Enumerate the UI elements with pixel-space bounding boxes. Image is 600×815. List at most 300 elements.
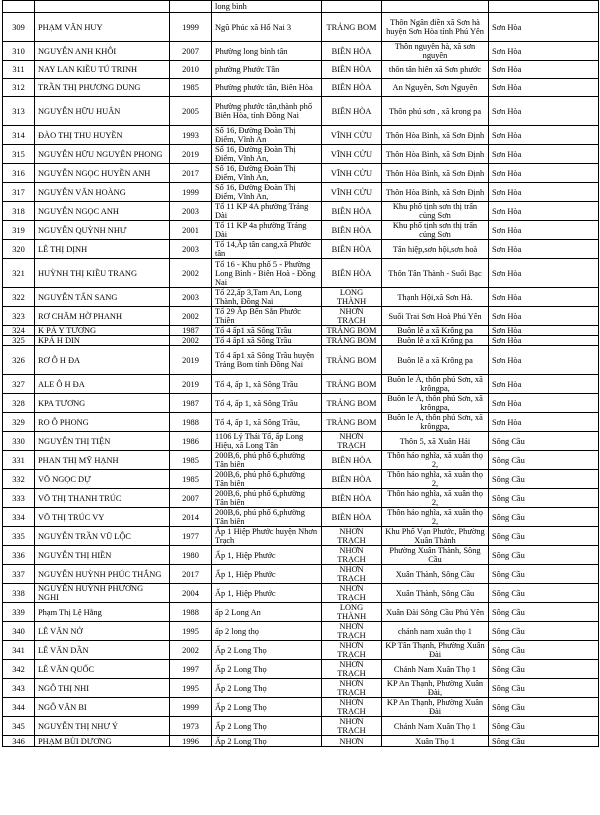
home-address-cell: KP An Thạnh, Phường Xuân Đài, <box>382 679 489 698</box>
table-row <box>3 375 599 394</box>
person-name-cell: NGUYỄN HỮU NGUYÊN PHONG <box>35 145 170 164</box>
person-name-cell: LÊ VĂN NỞ <box>35 622 170 641</box>
district-cell: NHƠN TRẠCH <box>322 527 382 546</box>
current-address-cell: Ấp 2 Long Thọ <box>212 641 322 660</box>
birth-year-cell: 2002 <box>170 641 212 660</box>
home-district-cell: Sông Cầu <box>489 489 599 508</box>
birth-year-cell: 1980 <box>170 546 212 565</box>
birth-year-cell: 1993 <box>170 126 212 145</box>
home-district-cell: Sông Cầu <box>489 698 599 717</box>
person-name-cell: NGUYỄN TRẦN VŨ LỘC <box>35 527 170 546</box>
row-number-cell: 336 <box>3 546 35 565</box>
table-row <box>3 508 599 527</box>
person-name-cell: NGUYỄN HUỲNH PHÚC THẮNG <box>35 565 170 584</box>
district-cell: TRẢNG BOM <box>322 346 382 375</box>
person-name-cell: PHẠM BÙI DƯƠNG <box>35 736 170 747</box>
home-address-cell: Khu phố tịnh sơn thị trấn củng Sơn <box>382 202 489 221</box>
row-number-cell: 337 <box>3 565 35 584</box>
district-cell: NHƠN TRẠCH <box>322 717 382 736</box>
home-district-cell: Sông Cầu <box>489 527 599 546</box>
birth-year-cell: 2019 <box>170 145 212 164</box>
person-name-cell: NGUYỄN QUỲNH NHƯ <box>35 221 170 240</box>
table-row <box>3 183 599 202</box>
table-row <box>3 42 599 61</box>
row-number-cell: 340 <box>3 622 35 641</box>
current-address-cell: Phường phước tân, Biên Hòa <box>212 79 322 97</box>
table-row <box>3 413 599 432</box>
person-name-cell: NGUYỄN THỊ NHƯ Ý <box>35 717 170 736</box>
person-name-cell: KPẢ H DIN <box>35 336 170 346</box>
current-address-cell: Tổ 4 ấp1 xã Sông Trầu <box>212 326 322 336</box>
person-name-cell: VÕ NGỌC DỰ <box>35 470 170 489</box>
person-name-cell: PHẠM VĂN HUY <box>35 13 170 42</box>
birth-year-cell: 2001 <box>170 221 212 240</box>
district-cell: NHƠN <box>322 736 382 747</box>
current-address-cell: Số 16, Đường Đoàn Thị Điểm, Vĩnh An, <box>212 183 322 202</box>
table-row <box>3 736 599 747</box>
home-district-cell: Sơn Hòa <box>489 97 599 126</box>
home-address-cell: Thôn phú sơn , xã krong pa <box>382 97 489 126</box>
home-district-cell: Sơn Hòa <box>489 13 599 42</box>
home-district-cell: Sơn Hòa <box>489 307 599 326</box>
district-cell: BIÊN HÒA <box>322 202 382 221</box>
home-address-cell: thôn tân hiên xã Sơn phước <box>382 61 489 79</box>
district-cell: BIÊN HÒA <box>322 240 382 259</box>
home-district-cell: Sông Cầu <box>489 470 599 489</box>
birth-year-cell: 2002 <box>170 307 212 326</box>
birth-year-cell: 2003 <box>170 202 212 221</box>
birth-year-cell: 2019 <box>170 346 212 375</box>
home-address-cell: Thôn Hòa Bình, xã Sơn Định <box>382 183 489 202</box>
birth-year-cell: 2007 <box>170 489 212 508</box>
table-row <box>3 259 599 288</box>
district-cell: BIÊN HÒA <box>322 79 382 97</box>
table-row <box>3 451 599 470</box>
birth-year-cell: 2017 <box>170 164 212 183</box>
person-name-cell: ĐÀO THỊ THU HUYỀN <box>35 126 170 145</box>
current-address-cell: Ấp 1, Hiệp Phước <box>212 546 322 565</box>
current-address-cell: Ngũ Phúc xã Hố Nai 3 <box>212 13 322 42</box>
person-name-cell: NGÔ VĂN BI <box>35 698 170 717</box>
person-name-cell: VÕ THỊ TRÚC VY <box>35 508 170 527</box>
current-address-cell: 200B,6, phú phố 6,phường Tân biên <box>212 451 322 470</box>
home-district-cell: Sơn Hòa <box>489 126 599 145</box>
home-address-cell: Thôn Hòa Bình, xã Sơn Định <box>382 145 489 164</box>
district-cell: BIÊN HÒA <box>322 508 382 527</box>
table-row <box>3 432 599 451</box>
birth-year-cell: 2003 <box>170 240 212 259</box>
table-row <box>3 221 599 240</box>
current-address-cell: Ấp 1, Hiệp Phước <box>212 565 322 584</box>
resident-list-table <box>2 0 599 747</box>
home-district-cell: Sông Cầu <box>489 565 599 584</box>
current-address-cell: Ấp 1, Hiệp Phước <box>212 584 322 603</box>
birth-year-cell: 2002 <box>170 259 212 288</box>
home-address-cell: Thôn Hòa Bình, xã Sơn Định <box>382 126 489 145</box>
row-number-cell: 315 <box>3 145 35 164</box>
home-district-cell: Sơn Hòa <box>489 288 599 307</box>
district-cell: NHƠN TRẠCH <box>322 307 382 326</box>
district-cell: NHƠN TRẠCH <box>322 565 382 584</box>
table-row <box>3 61 599 79</box>
home-district-cell: Sơn Hòa <box>489 259 599 288</box>
district-cell: VĨNH CỬU <box>322 164 382 183</box>
row-number-cell: 338 <box>3 584 35 603</box>
district-cell: VĨNH CỬU <box>322 126 382 145</box>
district-cell: BIÊN HÒA <box>322 221 382 240</box>
district-cell: NHƠN TRẠCH <box>322 679 382 698</box>
row-number-cell: 322 <box>3 288 35 307</box>
home-district-cell: Sơn Hòa <box>489 375 599 394</box>
district-cell: NHƠN TRẠCH <box>322 622 382 641</box>
table-row <box>3 470 599 489</box>
person-name-cell: NGUYỄN THỊ HIỀN <box>35 546 170 565</box>
birth-year-cell: 1995 <box>170 679 212 698</box>
row-number-cell: 317 <box>3 183 35 202</box>
person-name-cell: KPA TƯƠNG <box>35 394 170 413</box>
district-cell: BIÊN HÒA <box>322 61 382 79</box>
birth-year-cell: 1999 <box>170 183 212 202</box>
table-row <box>3 394 599 413</box>
table-row <box>3 202 599 221</box>
person-name-cell: LÊ VĂN DẦN <box>35 641 170 660</box>
birth-year-cell: 2019 <box>170 375 212 394</box>
home-address-cell: Thôn hảo nghĩa, xã xuân thọ 2, <box>382 508 489 527</box>
birth-year-cell: 2005 <box>170 97 212 126</box>
district-cell: NHƠN TRẠCH <box>322 698 382 717</box>
current-address-cell: Tổ 14,Ấp tân cang,xã Phước tân <box>212 240 322 259</box>
row-number-cell: 334 <box>3 508 35 527</box>
home-address-cell: Chánh Nam Xuân Thọ 1 <box>382 660 489 679</box>
row-number-cell: 345 <box>3 717 35 736</box>
home-district-cell: Sơn Hòa <box>489 221 599 240</box>
table-row <box>3 527 599 546</box>
district-cell <box>322 1 382 13</box>
table-row <box>3 717 599 736</box>
district-cell: NHƠN TRẠCH <box>322 660 382 679</box>
row-number-cell: 331 <box>3 451 35 470</box>
home-district-cell: Sơn Hòa <box>489 413 599 432</box>
current-address-cell: ấp 2 long thọ <box>212 622 322 641</box>
home-district-cell: Sông Cầu <box>489 508 599 527</box>
person-name-cell: HUỲNH THỊ KIỀU TRANG <box>35 259 170 288</box>
row-number-cell: 314 <box>3 126 35 145</box>
row-number-cell: 327 <box>3 375 35 394</box>
person-name-cell: RO Ô PHONG <box>35 413 170 432</box>
row-number-cell: 343 <box>3 679 35 698</box>
district-cell: VĨNH CỬU <box>322 183 382 202</box>
row-number-cell: 341 <box>3 641 35 660</box>
home-district-cell: Sơn Hòa <box>489 145 599 164</box>
table-row <box>3 346 599 375</box>
home-address-cell: Thôn hảo nghĩa, xã xuân thọ 2, <box>382 470 489 489</box>
current-address-cell: Ấp 2 Long Thọ <box>212 698 322 717</box>
home-district-cell: Sông Cầu <box>489 603 599 622</box>
home-district-cell: Sơn Hòa <box>489 336 599 346</box>
home-address-cell: KP Tân Thạnh, Phường Xuân Đài <box>382 641 489 660</box>
district-cell: BIÊN HÒA <box>322 489 382 508</box>
table-row <box>3 546 599 565</box>
birth-year-cell: 1987 <box>170 326 212 336</box>
table-row <box>3 13 599 42</box>
home-address-cell: Thôn Tân Thành - Suối Bạc <box>382 259 489 288</box>
row-number-cell: 320 <box>3 240 35 259</box>
table-row <box>3 603 599 622</box>
birth-year-cell: 2004 <box>170 584 212 603</box>
home-district-cell: Sông Cầu <box>489 717 599 736</box>
birth-year-cell: 1997 <box>170 660 212 679</box>
current-address-cell: Phường phước tân,thành phố Biên Hòa, tỉnh Đồng Nai <box>212 97 322 126</box>
home-address-cell: Buôn lê a xã Krông pa <box>382 336 489 346</box>
district-cell: NHƠN TRẠCH <box>322 546 382 565</box>
row-number-cell: 330 <box>3 432 35 451</box>
table-row <box>3 565 599 584</box>
birth-year-cell: 1988 <box>170 603 212 622</box>
birth-year-cell: 1985 <box>170 79 212 97</box>
current-address-cell: 200B,6, phú phố 6,phường Tân biên <box>212 470 322 489</box>
home-address-cell: Phường Xuân Thành, Sông Cầu <box>382 546 489 565</box>
home-district-cell: Sông Cầu <box>489 584 599 603</box>
birth-year-cell: 1988 <box>170 413 212 432</box>
person-name-cell: NGUYỄN NGỌC ANH <box>35 202 170 221</box>
current-address-cell: ấp 2 Long An <box>212 603 322 622</box>
person-name-cell: K PẢ Y TƯƠNG <box>35 326 170 336</box>
home-address-cell: Thạnh Hội,xã Sơn Hà. <box>382 288 489 307</box>
current-address-cell: Ấp 2 Long Thọ <box>212 679 322 698</box>
home-address-cell: Xuân Thành, Sông Cầu <box>382 584 489 603</box>
row-number-cell: 309 <box>3 13 35 42</box>
person-name-cell: Phạm Thị Lệ Hằng <box>35 603 170 622</box>
current-address-cell: Số 16, Đường Đoàn Thị Điểm, Vĩnh An, <box>212 145 322 164</box>
table-row <box>3 1 599 13</box>
table-row <box>3 336 599 346</box>
person-name-cell: VÕ THỊ THANH TRÚC <box>35 489 170 508</box>
district-cell: LONG THÀNH <box>322 603 382 622</box>
district-cell: BIÊN HÒA <box>322 451 382 470</box>
table-row <box>3 584 599 603</box>
district-cell: NHƠN TRẠCH <box>322 432 382 451</box>
table-row <box>3 622 599 641</box>
person-name-cell: NGUYỄN NGỌC HUYỀN ANH <box>35 164 170 183</box>
district-cell: BIÊN HÒA <box>322 259 382 288</box>
person-name-cell: ALE Ô H ĐA <box>35 375 170 394</box>
district-cell: TRẢNG BOM <box>322 336 382 346</box>
birth-year-cell: 2017 <box>170 565 212 584</box>
birth-year-cell: 1977 <box>170 527 212 546</box>
birth-year-cell <box>170 1 212 13</box>
row-number-cell: 328 <box>3 394 35 413</box>
district-cell: TRẢNG BOM <box>322 13 382 42</box>
current-address-cell: 1106 Lý Thái Tổ, ấp Long Hiệu, xã Long Tân <box>212 432 322 451</box>
current-address-cell: Tổ 11 KP 4A phường Trảng Dài <box>212 202 322 221</box>
home-district-cell: Sông Cầu <box>489 622 599 641</box>
home-address-cell: Buôn le À, thôn phú Sơn, xã krôngpa, <box>382 394 489 413</box>
table-row <box>3 145 599 164</box>
current-address-cell: Tổ 4, ấp 1, xã Sông Trầu <box>212 394 322 413</box>
home-address-cell: Thôn 5, xã Xuân Hải <box>382 432 489 451</box>
current-address-cell: phường Phước Tân <box>212 61 322 79</box>
home-address-cell: Thôn Ngân điền xã Sơn hà huyện Sơn Hòa tỉnh Phú Yên <box>382 13 489 42</box>
row-number-cell: 318 <box>3 202 35 221</box>
home-address-cell: Khu Phố Vạn Phước, Phường Xuân Thành <box>382 527 489 546</box>
current-address-cell: Tổ 4, ấp 1, xã Sông Trầu <box>212 375 322 394</box>
current-address-cell: Ấp 1 Hiệp Phước huyện Nhơn Trạch <box>212 527 322 546</box>
home-address-cell: Buôn lê a xã Krông pa <box>382 326 489 336</box>
home-district-cell: Sơn Hòa <box>489 346 599 375</box>
row-number-cell: 316 <box>3 164 35 183</box>
row-number-cell: 339 <box>3 603 35 622</box>
birth-year-cell: 1999 <box>170 13 212 42</box>
row-number-cell: 310 <box>3 42 35 61</box>
table-row <box>3 660 599 679</box>
person-name-cell <box>35 1 170 13</box>
person-name-cell: RƠ Ô H ĐA <box>35 346 170 375</box>
home-district-cell: Sơn Hòa <box>489 61 599 79</box>
birth-year-cell: 2010 <box>170 61 212 79</box>
table-body <box>3 1 599 747</box>
current-address-cell: 200B,6, phú phố 6,phường Tân biên <box>212 489 322 508</box>
district-cell: TRẢNG BOM <box>322 394 382 413</box>
home-district-cell: Sông Cầu <box>489 679 599 698</box>
home-address-cell: An Nguyên, Sơn Nguyên <box>382 79 489 97</box>
home-address-cell: Khu phố tịnh sơn thị trấn củng Sơn <box>382 221 489 240</box>
home-district-cell <box>489 1 599 13</box>
home-address-cell: Xuân Đài Sông Cầu Phú Yên <box>382 603 489 622</box>
home-address-cell: Thôn nguyên hà, xã sơn nguyên <box>382 42 489 61</box>
row-number-cell: 321 <box>3 259 35 288</box>
person-name-cell: NGÔ THỊ NHI <box>35 679 170 698</box>
home-district-cell: Sơn Hòa <box>489 42 599 61</box>
home-district-cell: Sông Cầu <box>489 432 599 451</box>
birth-year-cell: 2014 <box>170 508 212 527</box>
table-row <box>3 126 599 145</box>
person-name-cell: RƠ CHĂM HỜ PHANH <box>35 307 170 326</box>
birth-year-cell: 2003 <box>170 288 212 307</box>
person-name-cell: NGUYỄN VĂN HOÀNG <box>35 183 170 202</box>
current-address-cell: Tổ 22,ấp 3,Tam An, Long Thành, Đồng Nai <box>212 288 322 307</box>
district-cell: TRẢNG BOM <box>322 375 382 394</box>
district-cell: BIÊN HÒA <box>322 42 382 61</box>
district-cell: LONG THÀNH <box>322 288 382 307</box>
table-row <box>3 489 599 508</box>
person-name-cell: LÊ THỊ DỊNH <box>35 240 170 259</box>
current-address-cell: Ấp 2 Long Thọ <box>212 717 322 736</box>
district-cell: BIÊN HÒA <box>322 470 382 489</box>
home-district-cell: Sông Cầu <box>489 451 599 470</box>
birth-year-cell: 1985 <box>170 451 212 470</box>
birth-year-cell: 1985 <box>170 470 212 489</box>
current-address-cell: Số 16, Đường Đoàn Thị Điểm, Vĩnh An <box>212 126 322 145</box>
home-district-cell: Sơn Hòa <box>489 394 599 413</box>
district-cell: NHƠN TRẠCH <box>322 641 382 660</box>
birth-year-cell: 1986 <box>170 432 212 451</box>
current-address-cell: Tổ 11 KP 4a phường Trảng Dài <box>212 221 322 240</box>
table-row <box>3 698 599 717</box>
home-address-cell: Thôn hảo nghĩa, xã xuân thọ 2, <box>382 489 489 508</box>
home-address-cell: Xuân Thọ 1 <box>382 736 489 747</box>
current-address-cell: 200B,6, phú phố 6,phường Tân biên <box>212 508 322 527</box>
home-address-cell: KP An Thạnh, Phường Xuân Đài <box>382 698 489 717</box>
person-name-cell: LÊ VĂN QUỐC <box>35 660 170 679</box>
person-name-cell: NGUYỄN THỊ TIỆN <box>35 432 170 451</box>
home-district-cell: Sông Cầu <box>489 641 599 660</box>
row-number-cell: 312 <box>3 79 35 97</box>
person-name-cell: NGUYỄN TẤN SANG <box>35 288 170 307</box>
birth-year-cell: 1973 <box>170 717 212 736</box>
row-number-cell: 325 <box>3 336 35 346</box>
district-cell: BIÊN HÒA <box>322 97 382 126</box>
person-name-cell: NGUYỄN HUỲNH PHƯƠNG NGHI <box>35 584 170 603</box>
home-district-cell: Sơn Hòa <box>489 79 599 97</box>
current-address-cell: Tổ 29 Ấp Bến Sắn Phước Thiền <box>212 307 322 326</box>
home-address-cell: Xuân Thành, Sông Cầu <box>382 565 489 584</box>
row-number-cell: 329 <box>3 413 35 432</box>
row-number-cell: 332 <box>3 470 35 489</box>
home-address-cell: Thôn hảo nghĩa, xã xuân thọ 2, <box>382 451 489 470</box>
current-address-cell: Số 16, Đường Đoàn Thị Điểm, Vĩnh An, <box>212 164 322 183</box>
home-address-cell: Buôn le À, thôn phú Sơn, xã krôngpa, <box>382 375 489 394</box>
table-row <box>3 164 599 183</box>
current-address-cell: Phường long bình tân <box>212 42 322 61</box>
person-name-cell: NGUYỄN ANH KHÔI <box>35 42 170 61</box>
row-number-cell: 335 <box>3 527 35 546</box>
home-address-cell: Buôn lê a xã Krông pa <box>382 346 489 375</box>
home-address-cell <box>382 1 489 13</box>
current-address-cell: Tổ 4 ấp1 xã Sông Trầu huyện Trảng Bom tỉnh Đồng Nai <box>212 346 322 375</box>
home-district-cell: Sơn Hòa <box>489 202 599 221</box>
person-name-cell: NAY LAN KIỀU TÚ TRINH <box>35 61 170 79</box>
current-address-cell: Ấp 2 Long Thọ <box>212 736 322 747</box>
district-cell: TRẢNG BOM <box>322 413 382 432</box>
row-number-cell: 326 <box>3 346 35 375</box>
home-district-cell: Sông Cầu <box>489 660 599 679</box>
birth-year-cell: 1995 <box>170 622 212 641</box>
table-row <box>3 240 599 259</box>
home-address-cell: Chánh Nam Xuân Thọ 1 <box>382 717 489 736</box>
table-row <box>3 326 599 336</box>
row-number-cell: 342 <box>3 660 35 679</box>
row-number-cell: 346 <box>3 736 35 747</box>
district-cell: NHƠN TRẠCH <box>322 584 382 603</box>
birth-year-cell: 1999 <box>170 698 212 717</box>
table-row <box>3 679 599 698</box>
person-name-cell: TRẦN THỊ PHƯƠNG DUNG <box>35 79 170 97</box>
home-address-cell: Buôn le À, thôn phú Sơn, xã krôngpa, <box>382 413 489 432</box>
birth-year-cell: 2007 <box>170 42 212 61</box>
current-address-cell: Tổ 4 ấp1 xã Sông Trầu <box>212 336 322 346</box>
row-number-cell <box>3 1 35 13</box>
table-row <box>3 641 599 660</box>
birth-year-cell: 1987 <box>170 394 212 413</box>
home-address-cell: Tân hiệp,sơn hội,sơn hoà <box>382 240 489 259</box>
current-address-cell: Tổ 16 - Khu phố 5 - Phường Long Bình - Biên Hoà - Đồng Nai <box>212 259 322 288</box>
current-address-cell: long bình <box>212 1 322 13</box>
table-row <box>3 288 599 307</box>
birth-year-cell: 1996 <box>170 736 212 747</box>
person-name-cell: NGUYỄN HỮU HUÂN <box>35 97 170 126</box>
home-district-cell: Sông Cầu <box>489 546 599 565</box>
row-number-cell: 311 <box>3 61 35 79</box>
row-number-cell: 324 <box>3 326 35 336</box>
home-address-cell: chánh nam xuân thọ 1 <box>382 622 489 641</box>
current-address-cell: Ấp 2 Long Thọ <box>212 660 322 679</box>
table-row <box>3 307 599 326</box>
district-cell: VĨNH CỬU <box>322 145 382 164</box>
person-name-cell: PHAN THỊ MỸ HẠNH <box>35 451 170 470</box>
current-address-cell: Tổ 4, ấp 1, xã Sông Trầu, <box>212 413 322 432</box>
birth-year-cell: 2002 <box>170 336 212 346</box>
row-number-cell: 319 <box>3 221 35 240</box>
